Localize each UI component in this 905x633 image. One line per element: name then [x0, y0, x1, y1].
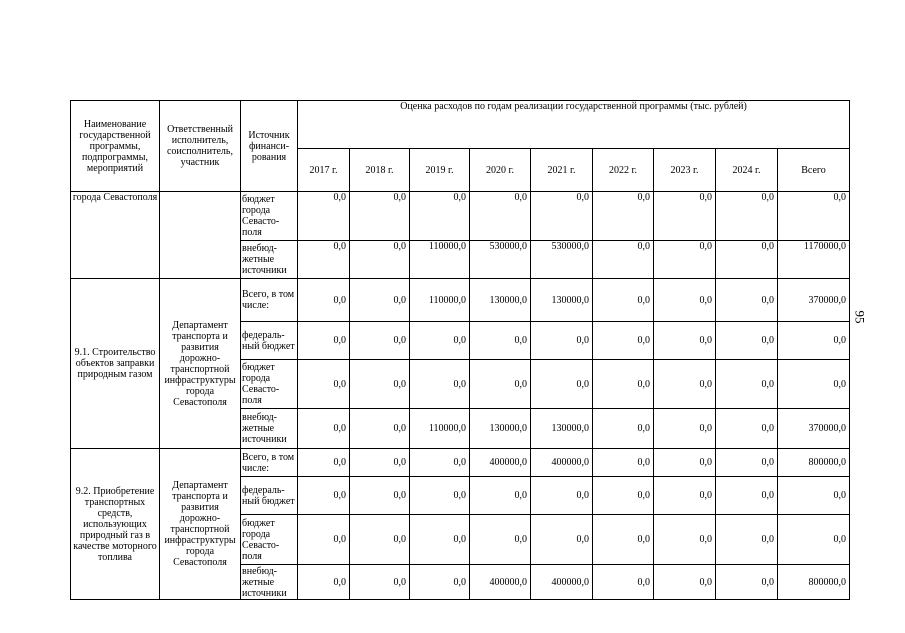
- value-cell: 0,0: [350, 192, 410, 241]
- value-cell: 0,0: [593, 565, 654, 600]
- year-header: 2017 г.: [298, 149, 350, 192]
- value-cell: 0,0: [593, 409, 654, 449]
- value-cell: 0,0: [716, 241, 778, 279]
- total-cell: 370000,0: [778, 409, 850, 449]
- source-cell: бюджет города Севасто-поля: [241, 360, 298, 409]
- source-cell: федераль-ный бюджет: [241, 322, 298, 360]
- value-cell: 0,0: [593, 192, 654, 241]
- source-cell: бюджет города Севасто-поля: [241, 515, 298, 565]
- value-cell: 0,0: [298, 477, 350, 515]
- page-number: 95: [852, 310, 868, 324]
- source-cell: внебюд-жетные источники: [241, 409, 298, 449]
- value-cell: 0,0: [593, 241, 654, 279]
- source-cell: внебюд-жетные источники: [241, 241, 298, 279]
- total-cell: 0,0: [778, 515, 850, 565]
- activity-name: 9.2. Приобретение транспортных средств, использующих природный газ в качестве моторного топлива: [71, 449, 160, 600]
- value-cell: 400000,0: [470, 449, 531, 477]
- value-cell: 110000,0: [410, 279, 470, 322]
- source-cell: федераль-ный бюджет: [241, 477, 298, 515]
- value-cell: 0,0: [593, 477, 654, 515]
- value-cell: 130000,0: [531, 409, 593, 449]
- total-cell: 800000,0: [778, 449, 850, 477]
- value-cell: 0,0: [593, 449, 654, 477]
- value-cell: 0,0: [350, 322, 410, 360]
- year-header: 2023 г.: [654, 149, 716, 192]
- value-cell: 0,0: [470, 192, 531, 241]
- value-cell: 0,0: [716, 192, 778, 241]
- value-cell: 0,0: [350, 360, 410, 409]
- header-estimate: Оценка расходов по годам реализации государственной программы (тыс. рублей): [298, 101, 850, 149]
- source-cell: Всего, в том числе:: [241, 449, 298, 477]
- value-cell: 0,0: [716, 449, 778, 477]
- value-cell: 110000,0: [410, 241, 470, 279]
- value-cell: 0,0: [298, 515, 350, 565]
- total-cell: 1170000,0: [778, 241, 850, 279]
- value-cell: 0,0: [298, 192, 350, 241]
- value-cell: 0,0: [410, 515, 470, 565]
- value-cell: 0,0: [410, 192, 470, 241]
- value-cell: 0,0: [298, 322, 350, 360]
- value-cell: 0,0: [350, 565, 410, 600]
- year-header: 2022 г.: [593, 149, 654, 192]
- value-cell: 0,0: [654, 322, 716, 360]
- value-cell: 0,0: [531, 477, 593, 515]
- activity-name: города Севастополя: [71, 192, 160, 279]
- value-cell: 0,0: [350, 477, 410, 515]
- value-cell: 0,0: [298, 565, 350, 600]
- value-cell: 0,0: [716, 322, 778, 360]
- value-cell: 0,0: [716, 409, 778, 449]
- total-cell: 800000,0: [778, 565, 850, 600]
- value-cell: 0,0: [654, 241, 716, 279]
- value-cell: 0,0: [716, 515, 778, 565]
- value-cell: 130000,0: [470, 409, 531, 449]
- value-cell: 0,0: [716, 279, 778, 322]
- executor-cell: Департамент транспорта и развития дорожно-транспортной инфраструктуры города Севастополя: [160, 279, 241, 449]
- value-cell: 0,0: [298, 360, 350, 409]
- value-cell: 0,0: [298, 409, 350, 449]
- total-cell: 0,0: [778, 322, 850, 360]
- value-cell: 530000,0: [470, 241, 531, 279]
- table-row: [71, 192, 850, 241]
- year-header: 2024 г.: [716, 149, 778, 192]
- value-cell: 130000,0: [531, 279, 593, 322]
- value-cell: 0,0: [531, 192, 593, 241]
- value-cell: 0,0: [593, 279, 654, 322]
- value-cell: 0,0: [654, 279, 716, 322]
- header-name: Наименование государственной программы, подпрограммы, мероприятий: [71, 101, 160, 192]
- total-cell: 0,0: [778, 360, 850, 409]
- value-cell: 0,0: [654, 477, 716, 515]
- activity-name: 9.1. Строительство объектов заправки природным газом: [71, 279, 160, 449]
- value-cell: 0,0: [654, 449, 716, 477]
- year-header: 2019 г.: [410, 149, 470, 192]
- value-cell: 0,0: [350, 409, 410, 449]
- value-cell: 0,0: [593, 322, 654, 360]
- value-cell: 400000,0: [531, 449, 593, 477]
- value-cell: 0,0: [410, 565, 470, 600]
- value-cell: 0,0: [531, 322, 593, 360]
- value-cell: 0,0: [350, 449, 410, 477]
- value-cell: 400000,0: [470, 565, 531, 600]
- year-header: 2020 г.: [470, 149, 531, 192]
- value-cell: 0,0: [298, 449, 350, 477]
- value-cell: 0,0: [531, 515, 593, 565]
- value-cell: 0,0: [470, 360, 531, 409]
- year-header: 2021 г.: [531, 149, 593, 192]
- value-cell: 0,0: [531, 360, 593, 409]
- budget-table: [70, 100, 850, 600]
- table-row: [71, 279, 850, 322]
- source-cell: Всего, в том числе:: [241, 279, 298, 322]
- value-cell: 0,0: [654, 565, 716, 600]
- value-cell: 0,0: [410, 322, 470, 360]
- value-cell: 0,0: [410, 449, 470, 477]
- header-source: Источник финанси-рования: [241, 101, 298, 192]
- source-cell: внебюд-жетные источники: [241, 565, 298, 600]
- value-cell: 0,0: [410, 477, 470, 515]
- value-cell: 0,0: [350, 515, 410, 565]
- value-cell: 0,0: [654, 409, 716, 449]
- value-cell: 530000,0: [531, 241, 593, 279]
- value-cell: 0,0: [654, 192, 716, 241]
- value-cell: 0,0: [470, 477, 531, 515]
- value-cell: 0,0: [654, 360, 716, 409]
- value-cell: 0,0: [470, 322, 531, 360]
- total-header: Всего: [778, 149, 850, 192]
- executor-cell: Департамент транспорта и развития дорожно-транспортной инфраструктуры города Севастополя: [160, 449, 241, 600]
- table-row: [71, 449, 850, 477]
- value-cell: 0,0: [298, 241, 350, 279]
- value-cell: 400000,0: [531, 565, 593, 600]
- executor-cell: [160, 192, 241, 279]
- value-cell: 0,0: [716, 477, 778, 515]
- value-cell: 0,0: [350, 241, 410, 279]
- value-cell: 0,0: [654, 515, 716, 565]
- year-header: 2018 г.: [350, 149, 410, 192]
- total-cell: 370000,0: [778, 279, 850, 322]
- value-cell: 130000,0: [470, 279, 531, 322]
- value-cell: 0,0: [716, 360, 778, 409]
- total-cell: 0,0: [778, 192, 850, 241]
- value-cell: 0,0: [410, 360, 470, 409]
- value-cell: 0,0: [298, 279, 350, 322]
- header-row: [71, 101, 850, 149]
- value-cell: 0,0: [593, 360, 654, 409]
- source-cell: бюджет города Севасто-поля: [241, 192, 298, 241]
- value-cell: 0,0: [350, 279, 410, 322]
- value-cell: 110000,0: [410, 409, 470, 449]
- header-executor: Ответственный исполнитель, соисполнитель, участник: [160, 101, 241, 192]
- value-cell: 0,0: [716, 565, 778, 600]
- total-cell: 0,0: [778, 477, 850, 515]
- value-cell: 0,0: [470, 515, 531, 565]
- value-cell: 0,0: [593, 515, 654, 565]
